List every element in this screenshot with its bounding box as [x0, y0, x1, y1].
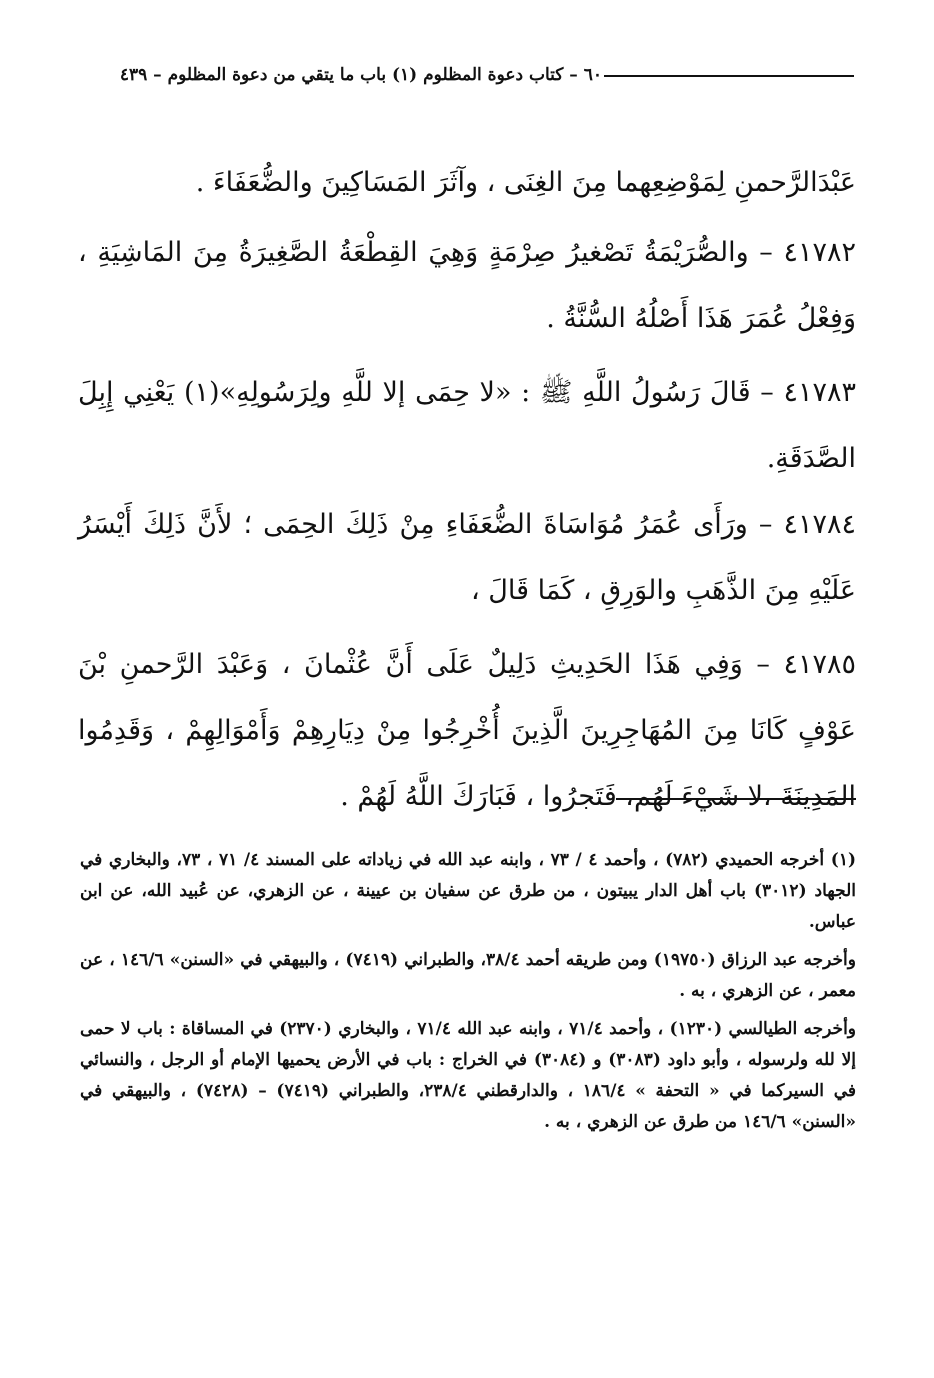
footnote-1-part-3: وأخرجه الطيالسي (١٢٣٠) ، وأحمد ٧١/٤ ، وابنه عبد الله ٧١/٤ ، والبخاري (٢٣٧٠) في المساقاة : باب لا حمى إلا لله ولرسوله ، وأبو داود (٣٠٨٣) و (٣٠٨٤) في الخراج : باب في الأرض يحميها الإمام أو الرجل ، والنسائي في السيركما في « التحفة » ١٨٦/٤ ، والدارقطني ٢٣٨/٤، والطبراني (٧٤١٩) – (٧٤٢٨) ، والبيهقي في «السنن» ١٤٦/٦ من طرق عن الزهري ، به .	[80, 1019, 857, 1132]
paragraph-41784: ٤١٧٨٤ – ورَأَى عُمَرُ مُوَاسَاةَ الضُّعَفَاءِ مِنْ ذَلِكَ الحِمَى ؛ لأَنَّ ذَلِكَ أَيْسَرُ عَلَيْهِ مِنَ الذَّهَبِ والوَرِقِ ، كَمَا قَالَ ،	[78, 509, 856, 606]
paragraph-41782: ٤١٧٨٢ – والصُّرَيْمَةُ تَصْغيرُ صِرْمَةٍ وَهِيَ القِطْعَةُ الصَّغِيرَةُ مِنَ المَاشِيَةِ ، وَفِعْلُ عُمَرَ هَذَا أَصْلُهُ السُّنَّةُ .	[78, 237, 856, 334]
footnote-1-part-2: وأخرجه عبد الرزاق (١٩٧٥٠) ومن طريقه أحمد ٣٨/٤، والطبراني (٧٤١٩) ، والبيهقي في «السنن» ١٤٦/٦ ، عن معمر ، عن الزهري ، به .	[80, 950, 856, 1001]
paragraph-41783: ٤١٧٨٣ – قَالَ رَسُولُ اللَّهِ ﷺ : «لا حِمَى إلا للَّهِ ولِرَسُولِهِ»(١) يَعْنِي إِبِلَ الصَّدَقَةِ.	[78, 377, 856, 474]
paragraph-continuation: عَبْدَالرَّحمنِ لِمَوْضِعِهما مِنَ الغِنَى ، وآثَرَ المَسَاكِينَ والضُّعَفَاءَ .	[195, 167, 856, 198]
main-text	[78, 150, 856, 830]
paragraph-41785: ٤١٧٨٥ – وَفِي هَذَا الحَدِيثِ دَلِيلٌ عَلَى أَنَّ عُثْمانَ ، وَعَبْدَ الرَّحمنِ بْنَ عَوْفٍ كَانَا مِنَ المُهَاجِرِينَ الَّذِينَ أُخْرِجُوا مِنْ دِيَارِهِمْ وَأَمْوَالِهِمْ ، وَقَدِمُوا المَدِينَةَ ،لا شَيْءَ لَهُم، فَتَجرُوا ، فَبَارَكَ اللَّهُ لَهُمْ .	[78, 649, 856, 812]
running-header: ٦٠ – كتاب دعوة المظلوم (١) باب ما يتقي من دعوة المظلوم – ٤٣٩	[119, 65, 602, 85]
header-rule	[604, 75, 854, 77]
footnote-rule	[616, 798, 856, 800]
footnote-1: (١) أخرجه الحميدي (٧٨٢) ، وأحمد ٤ / ٧٣ ، وابنه عبد الله في زياداته على المسند ٤/ ٧١ ، ٧٣، والبخاري في الجهاد (٣٠١٢) باب أهل الدار يبيتون ، من طرق عن سفيان بن عيينة ، عن الزهري، عن عُبيد الله، عن ابن عباس.	[80, 850, 856, 932]
footnotes	[80, 845, 856, 1145]
